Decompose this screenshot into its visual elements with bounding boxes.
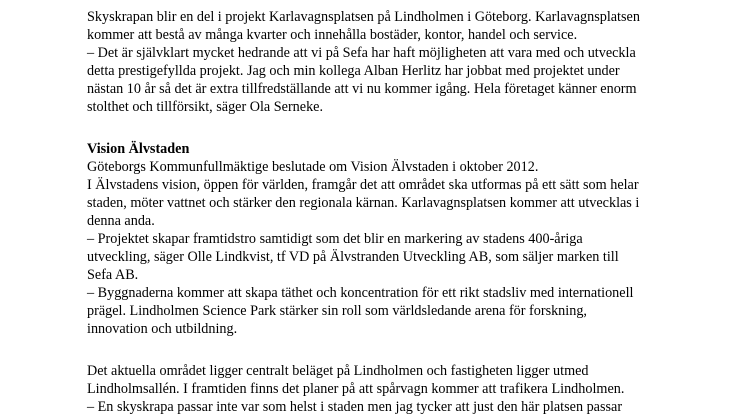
paragraph-4-line-2: Lindholmsallén. I framtiden finns det planer på att spårvagn kommer att trafikera Lindholmen. <box>87 381 625 397</box>
quote-3-line-1: – Byggnaderna kommer att skapa täthet och koncentration för ett rikt stadsliv med internationell <box>87 285 634 301</box>
paragraph-2-line-1: Göteborgs Kommunfullmäktige beslutade om Vision Älvstaden i oktober 2012. <box>87 159 539 175</box>
quote-1-line-4: stolthet och tillförsikt, säger Ola Serneke. <box>87 99 324 115</box>
quote-2-line-1: – Projektet skapar framtidstro samtidigt som det blir en markering av stadens 400-åriga <box>87 231 583 247</box>
quote-3-line-2: prägel. Lindholmen Science Park stärker sin roll som världsledande arena för forskning, <box>87 303 587 319</box>
paragraph-1-line-2: kommer att bestå av många kvarter och innehålla bostäder, kontor, handel och service. <box>87 27 578 43</box>
quote-1-line-2: detta prestigefyllda projekt. Jag och min kollega Alban Herlitz har jobbat med projektet under <box>87 63 620 79</box>
paragraph-1-line-1: Skyskrapan blir en del i projekt Karlavagnsplatsen på Lindholmen i Göteborg. Karlavagnsplatsen <box>87 9 640 25</box>
paragraph-4-line-1: Det aktuella området ligger centralt beläget på Lindholmen och fastigheten ligger utmed <box>87 363 589 379</box>
quote-2-line-3: Sefa AB. <box>87 267 139 283</box>
quote-2-line-2: utveckling, säger Olle Lindkvist, tf VD på Älvstranden Utveckling AB, som säljer marken till <box>87 249 619 265</box>
quote-1-line-3: nästan 10 år så det är extra tillfredställande att vi nu kommer igång. Hela företaget känner enorm <box>87 81 637 97</box>
paragraph-3-line-1: I Älvstadens vision, öppen för världen, framgår det att området ska utformas på ett sätt som helar <box>87 177 639 193</box>
quote-4-line-1: – En skyskrapa passar inte var som helst i staden men jag tycker att just den här platsen passar <box>87 399 623 415</box>
section-heading: Vision Älvstaden <box>87 141 190 157</box>
quote-1-line-1: – Det är självklart mycket hedrande att vi på Sefa har haft möjligheten att vara med och utveckla <box>87 45 636 61</box>
quote-3-line-3: innovation och utbildning. <box>87 321 238 337</box>
paragraph-3-line-3: denna anda. <box>87 213 155 229</box>
paragraph-3-line-2: staden, möter vattnet och stärker den regionala kärnan. Karlavagnsplatsen kommer att utvecklas i <box>87 195 640 211</box>
